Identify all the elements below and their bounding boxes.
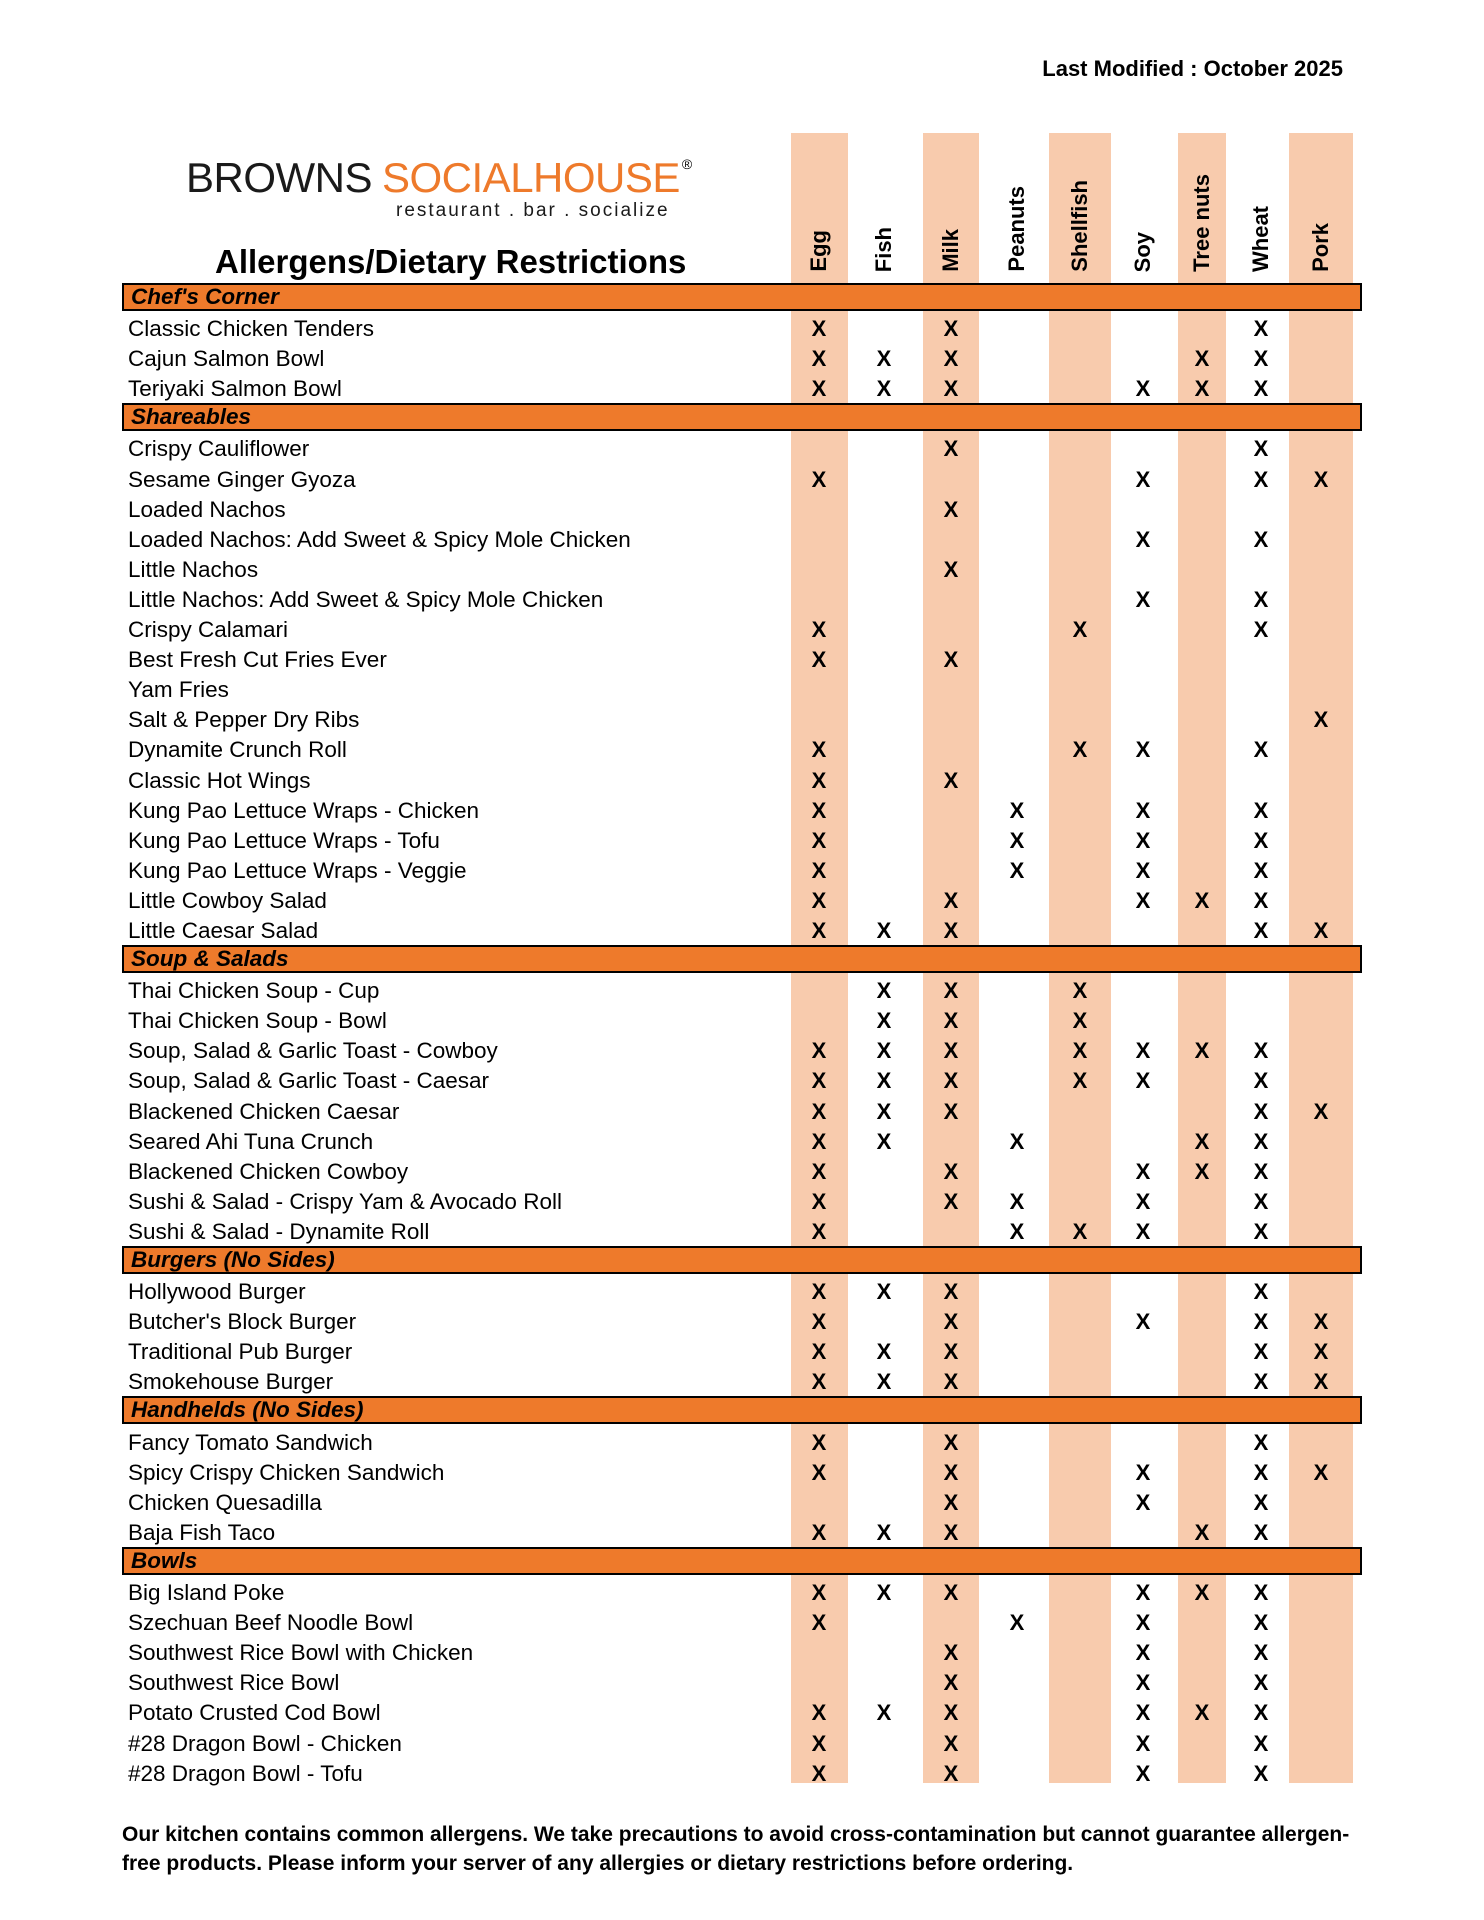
allergen-mark-egg: X bbox=[811, 1519, 827, 1545]
menu-item-name: Sesame Ginger Gyoza bbox=[128, 466, 356, 492]
allergen-mark-milk: X bbox=[943, 978, 959, 1004]
section-title: Handhelds (No Sides) bbox=[131, 1397, 364, 1423]
allergen-mark-shellfish: X bbox=[1072, 1218, 1088, 1244]
allergen-mark-tree-nuts: X bbox=[1194, 1158, 1210, 1184]
allergen-mark-pork: X bbox=[1313, 466, 1329, 492]
menu-item-name: Sushi & Salad - Dynamite Roll bbox=[128, 1218, 430, 1244]
allergen-mark-egg: X bbox=[811, 617, 827, 643]
allergen-mark-milk: X bbox=[943, 1519, 959, 1545]
allergen-mark-milk: X bbox=[943, 1068, 959, 1094]
table-row bbox=[122, 1607, 1362, 1637]
table-row bbox=[122, 825, 1362, 855]
table-row bbox=[122, 1697, 1362, 1727]
allergen-mark-soy: X bbox=[1135, 1730, 1151, 1756]
allergen-mark-egg: X bbox=[811, 316, 827, 342]
allergen-mark-fish: X bbox=[876, 1580, 892, 1606]
column-header-tree-nuts: Tree nuts bbox=[1189, 174, 1214, 272]
table-row bbox=[122, 614, 1362, 644]
table-row bbox=[122, 644, 1362, 674]
allergen-mark-soy: X bbox=[1135, 797, 1151, 823]
menu-item-name: Classic Hot Wings bbox=[128, 767, 311, 793]
allergen-mark-milk: X bbox=[943, 767, 959, 793]
allergen-mark-fish: X bbox=[876, 1339, 892, 1365]
allergen-mark-wheat: X bbox=[1253, 1309, 1269, 1335]
allergen-mark-soy: X bbox=[1135, 1068, 1151, 1094]
table-row bbox=[122, 1517, 1362, 1547]
allergen-mark-soy: X bbox=[1135, 1610, 1151, 1636]
menu-item-name: Little Caesar Salad bbox=[128, 917, 319, 943]
table-row bbox=[122, 373, 1362, 403]
allergen-mark-egg: X bbox=[811, 376, 827, 402]
menu-item-name: Crispy Cauliflower bbox=[128, 436, 310, 462]
table-row bbox=[122, 765, 1362, 795]
allergen-mark-wheat: X bbox=[1253, 1068, 1269, 1094]
allergen-mark-soy: X bbox=[1135, 1038, 1151, 1064]
allergen-mark-shellfish: X bbox=[1072, 1038, 1088, 1064]
allergen-mark-shellfish: X bbox=[1072, 737, 1088, 763]
menu-item-name: Thai Chicken Soup - Bowl bbox=[128, 1008, 387, 1034]
allergen-mark-peanuts: X bbox=[1009, 1188, 1025, 1214]
allergen-mark-wheat: X bbox=[1253, 1670, 1269, 1696]
allergen-mark-milk: X bbox=[943, 1730, 959, 1756]
allergen-mark-soy: X bbox=[1135, 737, 1151, 763]
allergen-mark-peanuts: X bbox=[1009, 857, 1025, 883]
menu-item-name: Seared Ahi Tuna Crunch bbox=[128, 1128, 374, 1154]
allergen-mark-wheat: X bbox=[1253, 1038, 1269, 1064]
allergen-mark-egg: X bbox=[811, 647, 827, 673]
table-row bbox=[122, 1216, 1362, 1246]
section-title: Soup & Salads bbox=[131, 946, 289, 972]
allergen-mark-tree-nuts: X bbox=[1194, 1700, 1210, 1726]
column-header-milk: Milk bbox=[938, 229, 963, 272]
allergen-mark-milk: X bbox=[943, 1700, 959, 1726]
allergen-mark-milk: X bbox=[943, 887, 959, 913]
section-bar bbox=[122, 1547, 1362, 1575]
section-header-handhelds-no-sides bbox=[122, 1396, 1362, 1426]
allergen-mark-milk: X bbox=[943, 1008, 959, 1034]
allergen-mark-soy: X bbox=[1135, 1218, 1151, 1244]
menu-item-name: Fancy Tomato Sandwich bbox=[128, 1429, 373, 1455]
allergen-mark-wheat: X bbox=[1253, 436, 1269, 462]
allergen-mark-soy: X bbox=[1135, 376, 1151, 402]
logo-wordmark-browns: BROWNS bbox=[186, 154, 372, 201]
allergen-mark-fish: X bbox=[876, 376, 892, 402]
menu-item-name: Hollywood Burger bbox=[128, 1279, 306, 1305]
allergen-mark-soy: X bbox=[1135, 857, 1151, 883]
allergen-disclaimer: Our kitchen contains common allergens. We take precautions to avoid cross-contamination but cannot guarantee allergen-free products. Please inform your server of any allergies or dietary restrictions before ordering. bbox=[122, 1823, 1350, 1875]
table-row bbox=[122, 1637, 1362, 1667]
page-title: Allergens/Dietary Restrictions bbox=[215, 243, 687, 280]
table-row bbox=[122, 494, 1362, 524]
allergen-mark-soy: X bbox=[1135, 1158, 1151, 1184]
allergen-mark-milk: X bbox=[943, 1038, 959, 1064]
allergen-mark-soy: X bbox=[1135, 586, 1151, 612]
allergen-mark-milk: X bbox=[943, 1098, 959, 1124]
allergen-mark-egg: X bbox=[811, 797, 827, 823]
menu-item-name: Classic Chicken Tenders bbox=[128, 316, 374, 342]
allergen-mark-wheat: X bbox=[1253, 917, 1269, 943]
allergen-mark-wheat: X bbox=[1253, 376, 1269, 402]
allergen-mark-wheat: X bbox=[1253, 887, 1269, 913]
table-row bbox=[122, 1577, 1362, 1607]
allergen-mark-egg: X bbox=[811, 1279, 827, 1305]
allergen-mark-soy: X bbox=[1135, 1760, 1151, 1786]
menu-item-name: Sushi & Salad - Crispy Yam & Avocado Roll bbox=[128, 1188, 562, 1214]
allergen-mark-milk: X bbox=[943, 1279, 959, 1305]
allergen-mark-egg: X bbox=[811, 1369, 827, 1395]
allergen-mark-egg: X bbox=[811, 827, 827, 853]
menu-item-name: Yam Fries bbox=[128, 677, 229, 703]
table-row bbox=[122, 704, 1362, 734]
allergen-mark-shellfish: X bbox=[1072, 1008, 1088, 1034]
column-header-shellfish: Shellfish bbox=[1067, 180, 1092, 272]
menu-item-name: Southwest Rice Bowl with Chicken bbox=[128, 1640, 474, 1666]
allergen-mark-soy: X bbox=[1135, 887, 1151, 913]
section-header-chef-s-corner bbox=[122, 283, 1362, 313]
allergen-mark-wheat: X bbox=[1253, 1128, 1269, 1154]
table-row bbox=[122, 1186, 1362, 1216]
allergen-mark-milk: X bbox=[943, 436, 959, 462]
menu-item-name: #28 Dragon Bowl - Tofu bbox=[128, 1760, 363, 1786]
allergen-mark-egg: X bbox=[811, 1218, 827, 1244]
allergen-mark-soy: X bbox=[1135, 526, 1151, 552]
allergen-mark-egg: X bbox=[811, 1429, 827, 1455]
allergen-mark-milk: X bbox=[943, 346, 959, 372]
menu-item-name: Dynamite Crunch Roll bbox=[128, 737, 347, 763]
allergen-mark-soy: X bbox=[1135, 1188, 1151, 1214]
allergen-mark-egg: X bbox=[811, 346, 827, 372]
table-row bbox=[122, 313, 1362, 343]
menu-item-name: Teriyaki Salmon Bowl bbox=[128, 376, 342, 402]
column-header-soy: Soy bbox=[1130, 231, 1155, 272]
allergen-mark-pork: X bbox=[1313, 1098, 1329, 1124]
menu-item-name: Chicken Quesadilla bbox=[128, 1489, 322, 1515]
section-title: Bowls bbox=[131, 1547, 198, 1573]
allergen-mark-egg: X bbox=[811, 1580, 827, 1606]
allergen-mark-wheat: X bbox=[1253, 827, 1269, 853]
menu-item-name: Loaded Nachos bbox=[128, 496, 286, 522]
table-row bbox=[122, 1156, 1362, 1186]
menu-item-name: Smokehouse Burger bbox=[128, 1369, 334, 1395]
allergen-mark-egg: X bbox=[811, 1339, 827, 1365]
allergen-table bbox=[122, 283, 1362, 1788]
allergen-mark-fish: X bbox=[876, 1098, 892, 1124]
allergen-mark-egg: X bbox=[811, 1610, 827, 1636]
section-header-bowls bbox=[122, 1547, 1362, 1577]
allergen-mark-soy: X bbox=[1135, 1309, 1151, 1335]
table-row bbox=[122, 554, 1362, 584]
allergen-mark-egg: X bbox=[811, 466, 827, 492]
allergen-mark-tree-nuts: X bbox=[1194, 1519, 1210, 1545]
allergen-mark-tree-nuts: X bbox=[1194, 376, 1210, 402]
allergen-mark-egg: X bbox=[811, 1068, 827, 1094]
allergen-mark-wheat: X bbox=[1253, 466, 1269, 492]
table-row bbox=[122, 1457, 1362, 1487]
allergen-mark-milk: X bbox=[943, 376, 959, 402]
allergen-mark-pork: X bbox=[1313, 1459, 1329, 1485]
allergen-mark-fish: X bbox=[876, 1369, 892, 1395]
table-row bbox=[122, 1336, 1362, 1366]
allergen-mark-egg: X bbox=[811, 767, 827, 793]
allergen-mark-milk: X bbox=[943, 496, 959, 522]
allergen-mark-milk: X bbox=[943, 1459, 959, 1485]
allergen-mark-egg: X bbox=[811, 737, 827, 763]
allergen-mark-wheat: X bbox=[1253, 1098, 1269, 1124]
menu-item-name: Thai Chicken Soup - Cup bbox=[128, 978, 380, 1004]
section-bar bbox=[122, 283, 1362, 311]
section-header-burgers-no-sides bbox=[122, 1246, 1362, 1276]
allergen-mark-peanuts: X bbox=[1009, 1610, 1025, 1636]
table-row bbox=[122, 1758, 1362, 1788]
allergen-mark-milk: X bbox=[943, 316, 959, 342]
allergen-mark-fish: X bbox=[876, 1128, 892, 1154]
section-header-soup-salads bbox=[122, 945, 1362, 975]
allergen-mark-egg: X bbox=[811, 1309, 827, 1335]
section-bar bbox=[122, 945, 1362, 973]
table-row bbox=[122, 1005, 1362, 1035]
allergen-mark-wheat: X bbox=[1253, 346, 1269, 372]
allergen-mark-fish: X bbox=[876, 1038, 892, 1064]
table-row bbox=[122, 674, 1362, 704]
allergen-mark-milk: X bbox=[943, 647, 959, 673]
section-title: Shareables bbox=[131, 404, 252, 430]
allergen-mark-shellfish: X bbox=[1072, 617, 1088, 643]
allergen-mark-pork: X bbox=[1313, 1309, 1329, 1335]
table-row bbox=[122, 1728, 1362, 1758]
table-row bbox=[122, 915, 1362, 945]
menu-item-name: Soup, Salad & Garlic Toast - Caesar bbox=[128, 1068, 490, 1094]
menu-item-name: Soup, Salad & Garlic Toast - Cowboy bbox=[128, 1038, 498, 1064]
allergen-mark-shellfish: X bbox=[1072, 1068, 1088, 1094]
allergen-mark-wheat: X bbox=[1253, 1459, 1269, 1485]
allergen-mark-fish: X bbox=[876, 346, 892, 372]
allergen-mark-egg: X bbox=[811, 1158, 827, 1184]
menu-item-name: Blackened Chicken Cowboy bbox=[128, 1158, 409, 1184]
menu-item-name: Blackened Chicken Caesar bbox=[128, 1098, 400, 1124]
allergen-mark-milk: X bbox=[943, 1670, 959, 1696]
allergen-mark-milk: X bbox=[943, 556, 959, 582]
allergen-mark-milk: X bbox=[943, 1580, 959, 1606]
menu-item-name: Little Cowboy Salad bbox=[128, 887, 327, 913]
allergen-mark-peanuts: X bbox=[1009, 1218, 1025, 1244]
menu-item-name: Loaded Nachos: Add Sweet & Spicy Mole Chicken bbox=[128, 526, 631, 552]
allergen-mark-wheat: X bbox=[1253, 1489, 1269, 1515]
allergen-mark-wheat: X bbox=[1253, 1158, 1269, 1184]
table-row bbox=[122, 524, 1362, 554]
menu-item-name: Traditional Pub Burger bbox=[128, 1339, 353, 1365]
allergen-mark-soy: X bbox=[1135, 1640, 1151, 1666]
allergen-mark-egg: X bbox=[811, 1098, 827, 1124]
allergen-mark-egg: X bbox=[811, 1128, 827, 1154]
allergen-mark-milk: X bbox=[943, 1429, 959, 1455]
allergen-mark-fish: X bbox=[876, 1519, 892, 1545]
allergen-mark-shellfish: X bbox=[1072, 978, 1088, 1004]
allergen-mark-soy: X bbox=[1135, 827, 1151, 853]
allergen-mark-milk: X bbox=[943, 1760, 959, 1786]
allergen-mark-tree-nuts: X bbox=[1194, 346, 1210, 372]
allergen-mark-fish: X bbox=[876, 1068, 892, 1094]
allergen-mark-soy: X bbox=[1135, 1459, 1151, 1485]
allergen-mark-fish: X bbox=[876, 1279, 892, 1305]
allergen-mark-wheat: X bbox=[1253, 316, 1269, 342]
table-row bbox=[122, 343, 1362, 373]
allergen-mark-egg: X bbox=[811, 1459, 827, 1485]
allergen-mark-wheat: X bbox=[1253, 1580, 1269, 1606]
allergen-mark-egg: X bbox=[811, 887, 827, 913]
allergen-mark-wheat: X bbox=[1253, 526, 1269, 552]
allergen-mark-fish: X bbox=[876, 1008, 892, 1034]
menu-item-name: Szechuan Beef Noodle Bowl bbox=[128, 1610, 414, 1636]
menu-item-name: Spicy Crispy Chicken Sandwich bbox=[128, 1459, 445, 1485]
allergen-mark-tree-nuts: X bbox=[1194, 1580, 1210, 1606]
table-row bbox=[122, 1427, 1362, 1457]
allergen-mark-wheat: X bbox=[1253, 1610, 1269, 1636]
column-header-pork: Pork bbox=[1308, 223, 1333, 272]
allergen-mark-peanuts: X bbox=[1009, 797, 1025, 823]
allergen-mark-wheat: X bbox=[1253, 857, 1269, 883]
allergen-mark-wheat: X bbox=[1253, 617, 1269, 643]
allergen-mark-soy: X bbox=[1135, 1700, 1151, 1726]
table-row bbox=[122, 1366, 1362, 1396]
table-row bbox=[122, 855, 1362, 885]
menu-item-name: Cajun Salmon Bowl bbox=[128, 346, 325, 372]
menu-item-name: Southwest Rice Bowl bbox=[128, 1670, 340, 1696]
column-header-egg: Egg bbox=[806, 230, 831, 272]
allergen-mark-soy: X bbox=[1135, 1489, 1151, 1515]
allergen-mark-pork: X bbox=[1313, 1339, 1329, 1365]
allergen-mark-egg: X bbox=[811, 1188, 827, 1214]
table-row bbox=[122, 1667, 1362, 1697]
logo-tagline: restaurant . bar . socialize bbox=[396, 200, 670, 221]
allergen-mark-egg: X bbox=[811, 1730, 827, 1756]
table-row bbox=[122, 1096, 1362, 1126]
menu-item-name: Salt & Pepper Dry Ribs bbox=[128, 707, 360, 733]
table-row bbox=[122, 1126, 1362, 1156]
menu-item-name: Kung Pao Lettuce Wraps - Tofu bbox=[128, 827, 440, 853]
allergen-mark-wheat: X bbox=[1253, 1640, 1269, 1666]
table-row bbox=[122, 584, 1362, 614]
table-row bbox=[122, 1065, 1362, 1095]
allergen-mark-fish: X bbox=[876, 978, 892, 1004]
section-header-shareables bbox=[122, 403, 1362, 433]
allergen-mark-milk: X bbox=[943, 1188, 959, 1214]
allergen-mark-milk: X bbox=[943, 1158, 959, 1184]
allergen-mark-tree-nuts: X bbox=[1194, 887, 1210, 913]
allergen-mark-pork: X bbox=[1313, 917, 1329, 943]
allergen-mark-milk: X bbox=[943, 1369, 959, 1395]
allergen-mark-pork: X bbox=[1313, 1369, 1329, 1395]
table-row bbox=[122, 975, 1362, 1005]
column-header-wheat: Wheat bbox=[1248, 206, 1273, 272]
allergen-mark-tree-nuts: X bbox=[1194, 1128, 1210, 1154]
allergen-mark-peanuts: X bbox=[1009, 827, 1025, 853]
allergen-mark-wheat: X bbox=[1253, 1519, 1269, 1545]
last-modified: Last Modified : October 2025 bbox=[1042, 56, 1343, 81]
allergen-mark-milk: X bbox=[943, 917, 959, 943]
allergen-mark-wheat: X bbox=[1253, 586, 1269, 612]
table-row bbox=[122, 433, 1362, 463]
table-row bbox=[122, 1035, 1362, 1065]
allergen-mark-egg: X bbox=[811, 1700, 827, 1726]
menu-item-name: Kung Pao Lettuce Wraps - Chicken bbox=[128, 797, 480, 823]
allergen-mark-wheat: X bbox=[1253, 1188, 1269, 1214]
allergen-mark-egg: X bbox=[811, 917, 827, 943]
allergen-mark-egg: X bbox=[811, 1038, 827, 1064]
section-title: Chef's Corner bbox=[131, 284, 279, 309]
allergen-mark-wheat: X bbox=[1253, 1760, 1269, 1786]
allergen-mark-soy: X bbox=[1135, 466, 1151, 492]
menu-item-name: Little Nachos: Add Sweet & Spicy Mole Chicken bbox=[128, 586, 604, 612]
table-row bbox=[122, 1306, 1362, 1336]
table-row bbox=[122, 795, 1362, 825]
allergen-mark-soy: X bbox=[1135, 1670, 1151, 1696]
menu-item-name: Crispy Calamari bbox=[128, 617, 289, 643]
menu-item-name: Big Island Poke bbox=[128, 1580, 285, 1606]
allergen-mark-fish: X bbox=[876, 1700, 892, 1726]
column-header-peanuts: Peanuts bbox=[1004, 186, 1029, 272]
allergen-mark-wheat: X bbox=[1253, 737, 1269, 763]
menu-item-name: Butcher's Block Burger bbox=[128, 1309, 357, 1335]
registered-mark: ® bbox=[681, 156, 692, 172]
allergen-mark-peanuts: X bbox=[1009, 1128, 1025, 1154]
table-row bbox=[122, 734, 1362, 764]
table-row bbox=[122, 885, 1362, 915]
allergen-mark-wheat: X bbox=[1253, 1279, 1269, 1305]
table-row bbox=[122, 464, 1362, 494]
allergen-mark-wheat: X bbox=[1253, 1730, 1269, 1756]
allergen-mark-wheat: X bbox=[1253, 1700, 1269, 1726]
allergen-mark-wheat: X bbox=[1253, 1218, 1269, 1244]
allergen-mark-pork: X bbox=[1313, 707, 1329, 733]
allergen-mark-milk: X bbox=[943, 1339, 959, 1365]
menu-item-name: Best Fresh Cut Fries Ever bbox=[128, 647, 387, 673]
allergen-mark-egg: X bbox=[811, 1760, 827, 1786]
allergen-mark-wheat: X bbox=[1253, 1369, 1269, 1395]
table-row bbox=[122, 1487, 1362, 1517]
allergen-mark-wheat: X bbox=[1253, 1429, 1269, 1455]
browns-socialhouse-logo bbox=[186, 154, 746, 221]
section-bar bbox=[122, 403, 1362, 431]
column-header-fish: Fish bbox=[871, 226, 896, 272]
table-row bbox=[122, 1276, 1362, 1306]
menu-item-name: Baja Fish Taco bbox=[128, 1519, 276, 1545]
menu-item-name: Little Nachos bbox=[128, 556, 259, 582]
menu-item-name: #28 Dragon Bowl - Chicken bbox=[128, 1730, 402, 1756]
allergen-mark-soy: X bbox=[1135, 1580, 1151, 1606]
menu-item-name: Kung Pao Lettuce Wraps - Veggie bbox=[128, 857, 467, 883]
allergen-mark-milk: X bbox=[943, 1309, 959, 1335]
allergen-mark-wheat: X bbox=[1253, 1339, 1269, 1365]
menu-item-name: Potato Crusted Cod Bowl bbox=[128, 1700, 381, 1726]
logo-wordmark-socialhouse: SOCIALHOUSE bbox=[382, 154, 680, 201]
allergen-mark-wheat: X bbox=[1253, 797, 1269, 823]
allergen-mark-fish: X bbox=[876, 917, 892, 943]
allergen-mark-egg: X bbox=[811, 857, 827, 883]
allergen-mark-tree-nuts: X bbox=[1194, 1038, 1210, 1064]
section-title: Burgers (No Sides) bbox=[131, 1247, 335, 1272]
allergen-mark-milk: X bbox=[943, 1640, 959, 1666]
allergen-mark-milk: X bbox=[943, 1489, 959, 1515]
